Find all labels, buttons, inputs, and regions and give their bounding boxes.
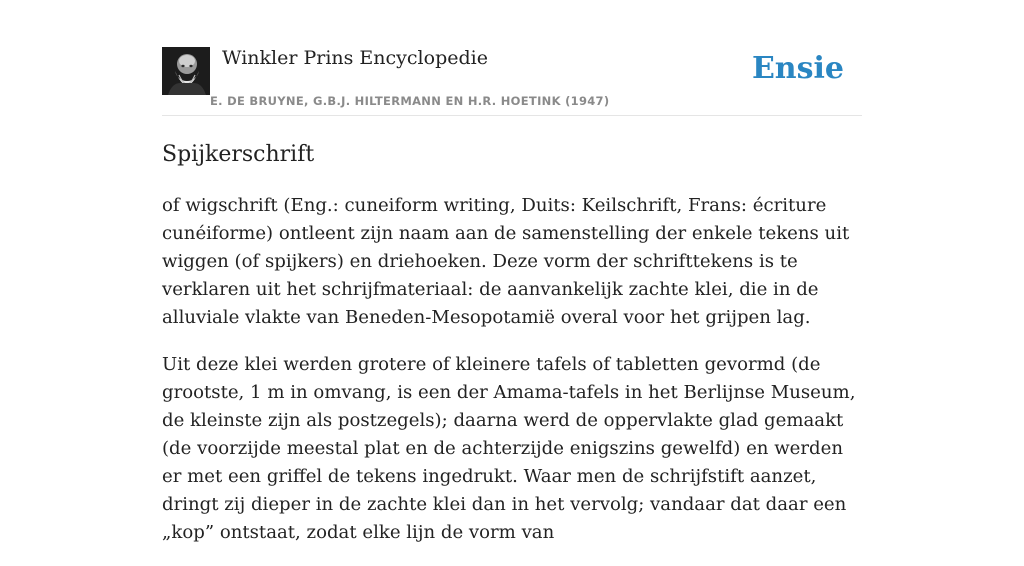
book-authors: E. DE BRUYNE, G.B.J. HILTERMANN EN H.R. HOETINK (1947) — [210, 94, 610, 108]
article-body — [162, 192, 862, 566]
article-paragraph: Uit deze klei werden grotere of kleinere tafels of tabletten gevormd (de grootste, 1 m in omvang, is een der Amama-tafels in het Berlijnse Museum, de kleinste zijn als postzegels); daarna werd de oppervlakte glad gemaakt (de voorzijde meestal plat en de achterzijde enigszins gewelfd) en werden er met een griffel de tekens ingedrukt. Waar men de schrijfstift aanzet, dringt zij dieper in de zachte klei dan in het vervolg; vandaar dat daar een „kop” ontstaat, zodat elke lijn de vorm van — [162, 354, 856, 543]
article-paragraph: of wigschrift (Eng.: cuneiform writing, Duits: Keilschrift, Frans: écriture cunéiforme) ontleent zijn naam aan de samenstelling der enkele tekens uit wiggen (of spijkers) en driehoeken. Deze vorm der schrifttekens is te verklaren uit het schrijfmateriaal: de aanvankelijk zachte klei, die in de alluviale vlakte van Beneden-Mesopotamië overal voor het grijpen lag. — [162, 195, 850, 328]
book-header — [162, 0, 862, 116]
content-container — [162, 0, 862, 543]
book-title[interactable]: Winkler Prins Encyclopedie — [222, 47, 488, 69]
article-title: Spijkerschrift — [162, 142, 315, 167]
author-avatar[interactable] — [162, 47, 210, 95]
brand-logo[interactable]: Ensie — [751, 51, 844, 86]
portrait-icon — [162, 47, 210, 95]
